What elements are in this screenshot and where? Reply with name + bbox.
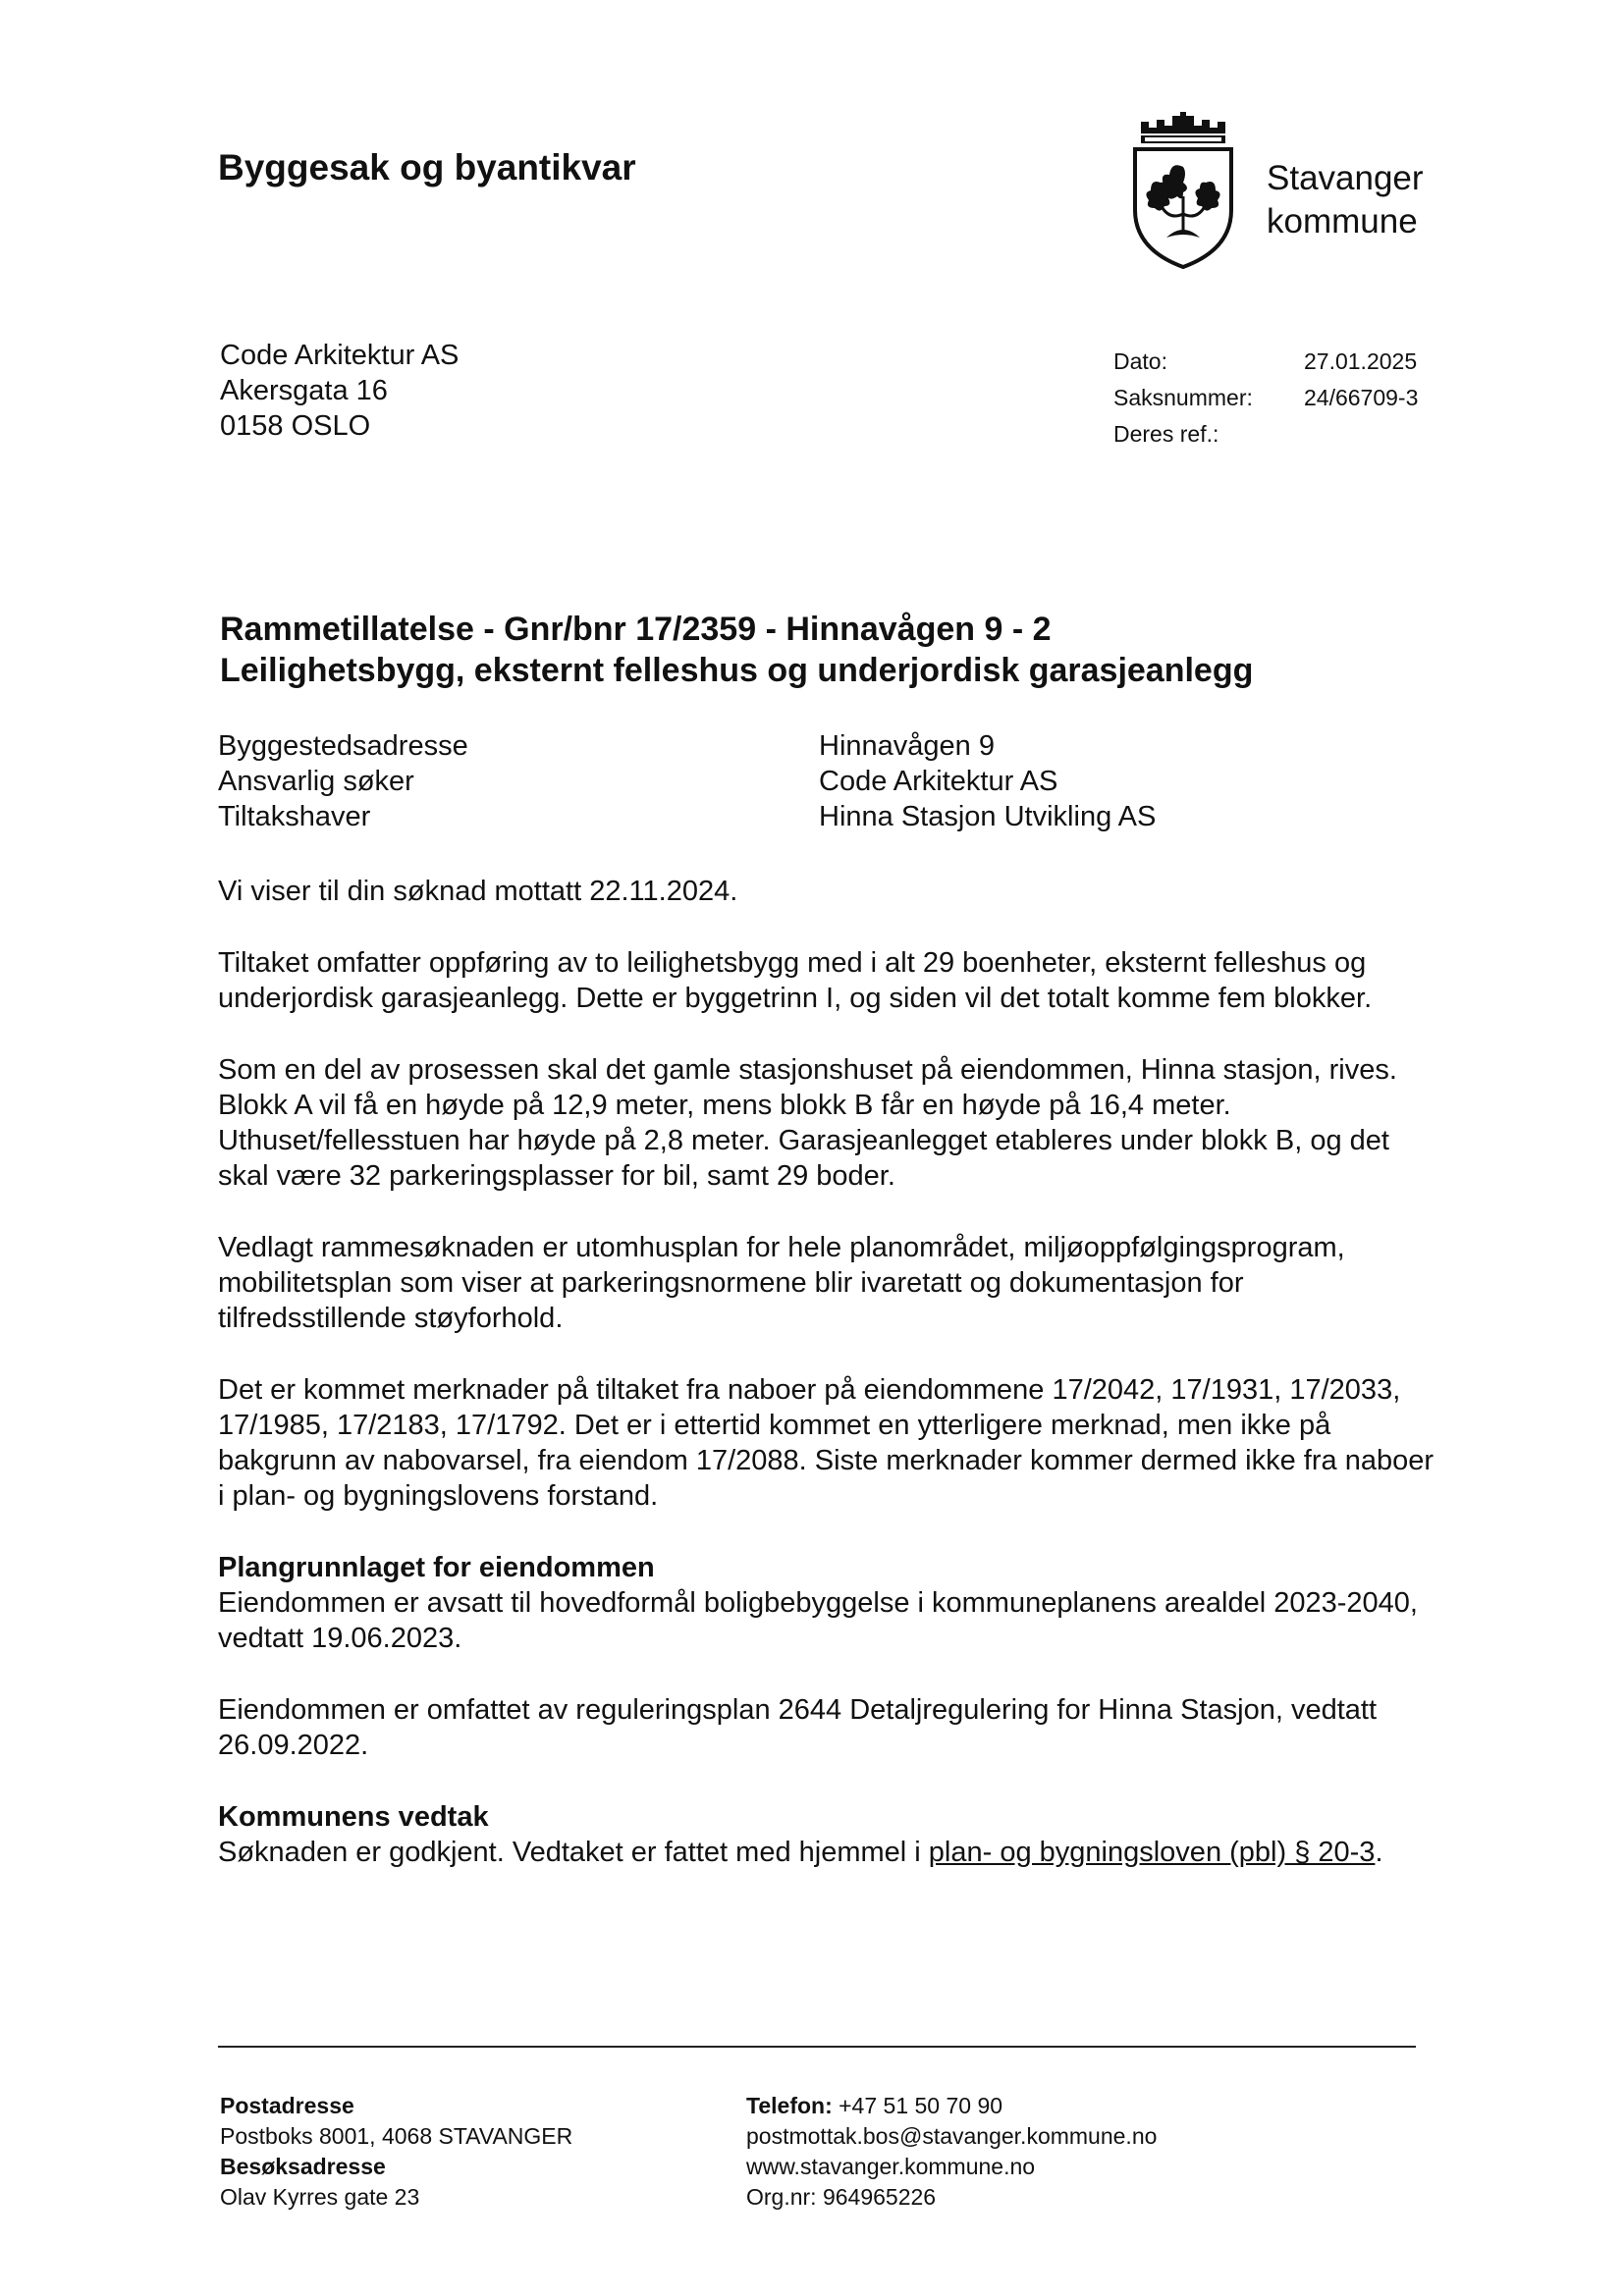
- detail-row: [218, 764, 1156, 799]
- body-paragraph: Vedlagt rammesøknaden er utomhusplan for hele planområdet, miljøoppfølgingsprogram, mobilitetsplan som viser at parkeringsnormene blir ivaretatt og dokumentasjon for tilfredsstillende støyforhold.: [218, 1232, 1345, 1334]
- footer-phone-value: +47 51 50 70 90: [832, 2093, 1003, 2118]
- footer-contact: [746, 2091, 1157, 2213]
- detail-label: Ansvarlig søker: [218, 766, 414, 797]
- recipient-name: Code Arkitektur AS: [220, 340, 460, 371]
- detail-value: Hinnavågen 9: [819, 730, 995, 762]
- decision-text: Søknaden er godkjent. Vedtaket er fattet med hjemmel i: [218, 1837, 929, 1868]
- body-paragraph: Vi viser til din søknad mottatt 22.11.2024.: [218, 876, 738, 907]
- body-paragraph: Det er kommet merknader på tiltaket fra naboer på eiendommene 17/2042, 17/1931, 17/2033, 17/1985, 17/2183, 17/1792. Det er i ettertid kommet en ytterligere merknad, men ikke på bakgrunn av nabovarsel, fra eiendom 17/2088. Siste merknader kommer dermed ikke fra naboer i plan- og bygningslovens forstand.: [218, 1374, 1434, 1512]
- meta-case-value: 24/66709-3: [1304, 385, 1419, 410]
- recipient-street: Akersgata 16: [220, 375, 388, 406]
- footer-phone-row: [746, 2091, 1157, 2121]
- footer-post-label: Postadresse: [220, 2093, 354, 2118]
- meta-case-row: [1113, 380, 1418, 416]
- footer-phone-label: Telefon:: [746, 2093, 833, 2118]
- body-paragraph: Eiendommen er omfattet av reguleringsplan 2644 Detaljregulering for Hinna Stasjon, vedtatt 26.09.2022.: [218, 1694, 1378, 1761]
- detail-label: Byggestedsadresse: [218, 730, 468, 762]
- footer-org-number: Org.nr: 964965226: [746, 2184, 937, 2210]
- recipient-city: 0158 OSLO: [220, 410, 371, 442]
- footer-post-value: Postboks 8001, 4068 STAVANGER: [220, 2123, 573, 2149]
- letter-meta: [1113, 344, 1418, 453]
- brand-line-2: kommune: [1267, 202, 1418, 240]
- stavanger-coat-of-arms-logo: [1127, 112, 1239, 271]
- meta-case-label: Saksnummer:: [1113, 385, 1253, 410]
- recipient-address: [220, 338, 459, 444]
- section-heading-decision: Kommunens vedtak: [218, 1801, 489, 1833]
- decision-paragraph: [218, 1835, 1435, 1870]
- detail-value: Hinna Stasjon Utvikling AS: [819, 801, 1157, 832]
- body-paragraph: Eiendommen er avsatt til hovedformål boligbebyggelse i kommuneplanens arealdel 2023-2040, vedtatt 19.06.2023.: [218, 1587, 1418, 1654]
- footer-web: www.stavanger.kommune.no: [746, 2154, 1036, 2179]
- title-line-2: Leilighetsbygg, eksternt felleshus og underjordisk garasjeanlegg: [220, 652, 1254, 689]
- footer-email: postmottak.bos@stavanger.kommune.no: [746, 2123, 1158, 2149]
- meta-date-label: Dato:: [1113, 348, 1167, 374]
- pbl-law-link[interactable]: plan- og bygningsloven (pbl) § 20-3: [928, 1837, 1376, 1868]
- detail-row: [218, 799, 1156, 834]
- title-line-1: Rammetillatelse - Gnr/bnr 17/2359 - Hinnavågen 9 - 2: [220, 611, 1052, 648]
- detail-value: Code Arkitektur AS: [819, 766, 1058, 797]
- meta-ref-row: [1113, 416, 1418, 453]
- meta-date-value: 27.01.2025: [1304, 348, 1418, 374]
- department-heading: Byggesak og byantikvar: [218, 147, 636, 187]
- project-details: [218, 728, 1156, 834]
- body-paragraph: Som en del av prosessen skal det gamle stasjonshuset på eiendommen, Hinna stasjon, rives. Blokk A vil få en høyde på 12,9 meter, mens blokk B får en høyde på 16,4 meter. Uthuset/fellesstuen har høyde på 2,8 meter. Garasjeanlegget etableres under blokk B, og det skal være 32 parkeringsplasser for bil, samt 29 boder.: [218, 1054, 1397, 1192]
- letter-title: [220, 609, 1437, 691]
- footer-divider: [218, 2046, 1416, 2048]
- detail-row: [218, 728, 1156, 764]
- footer-visit-value: Olav Kyrres gate 23: [220, 2184, 420, 2210]
- meta-date-row: [1113, 344, 1418, 380]
- decision-suffix: .: [1375, 1837, 1383, 1868]
- brand-line-1: Stavanger: [1267, 159, 1424, 197]
- footer-visit-label: Besøksadresse: [220, 2154, 386, 2179]
- letter-body: [218, 874, 1435, 1906]
- footer-addresses: [220, 2091, 572, 2213]
- brand-wordmark: [1267, 157, 1424, 243]
- body-paragraph: Tiltaket omfatter oppføring av to leilighetsbygg med i alt 29 boenheter, eksternt felleshus og underjordisk garasjeanlegg. Dette er byggetrinn I, og siden vil det totalt komme fem blokker.: [218, 947, 1373, 1014]
- meta-ref-label: Deres ref.:: [1113, 421, 1219, 447]
- section-heading-plan: Plangrunnlaget for eiendommen: [218, 1552, 655, 1583]
- detail-label: Tiltakshaver: [218, 801, 371, 832]
